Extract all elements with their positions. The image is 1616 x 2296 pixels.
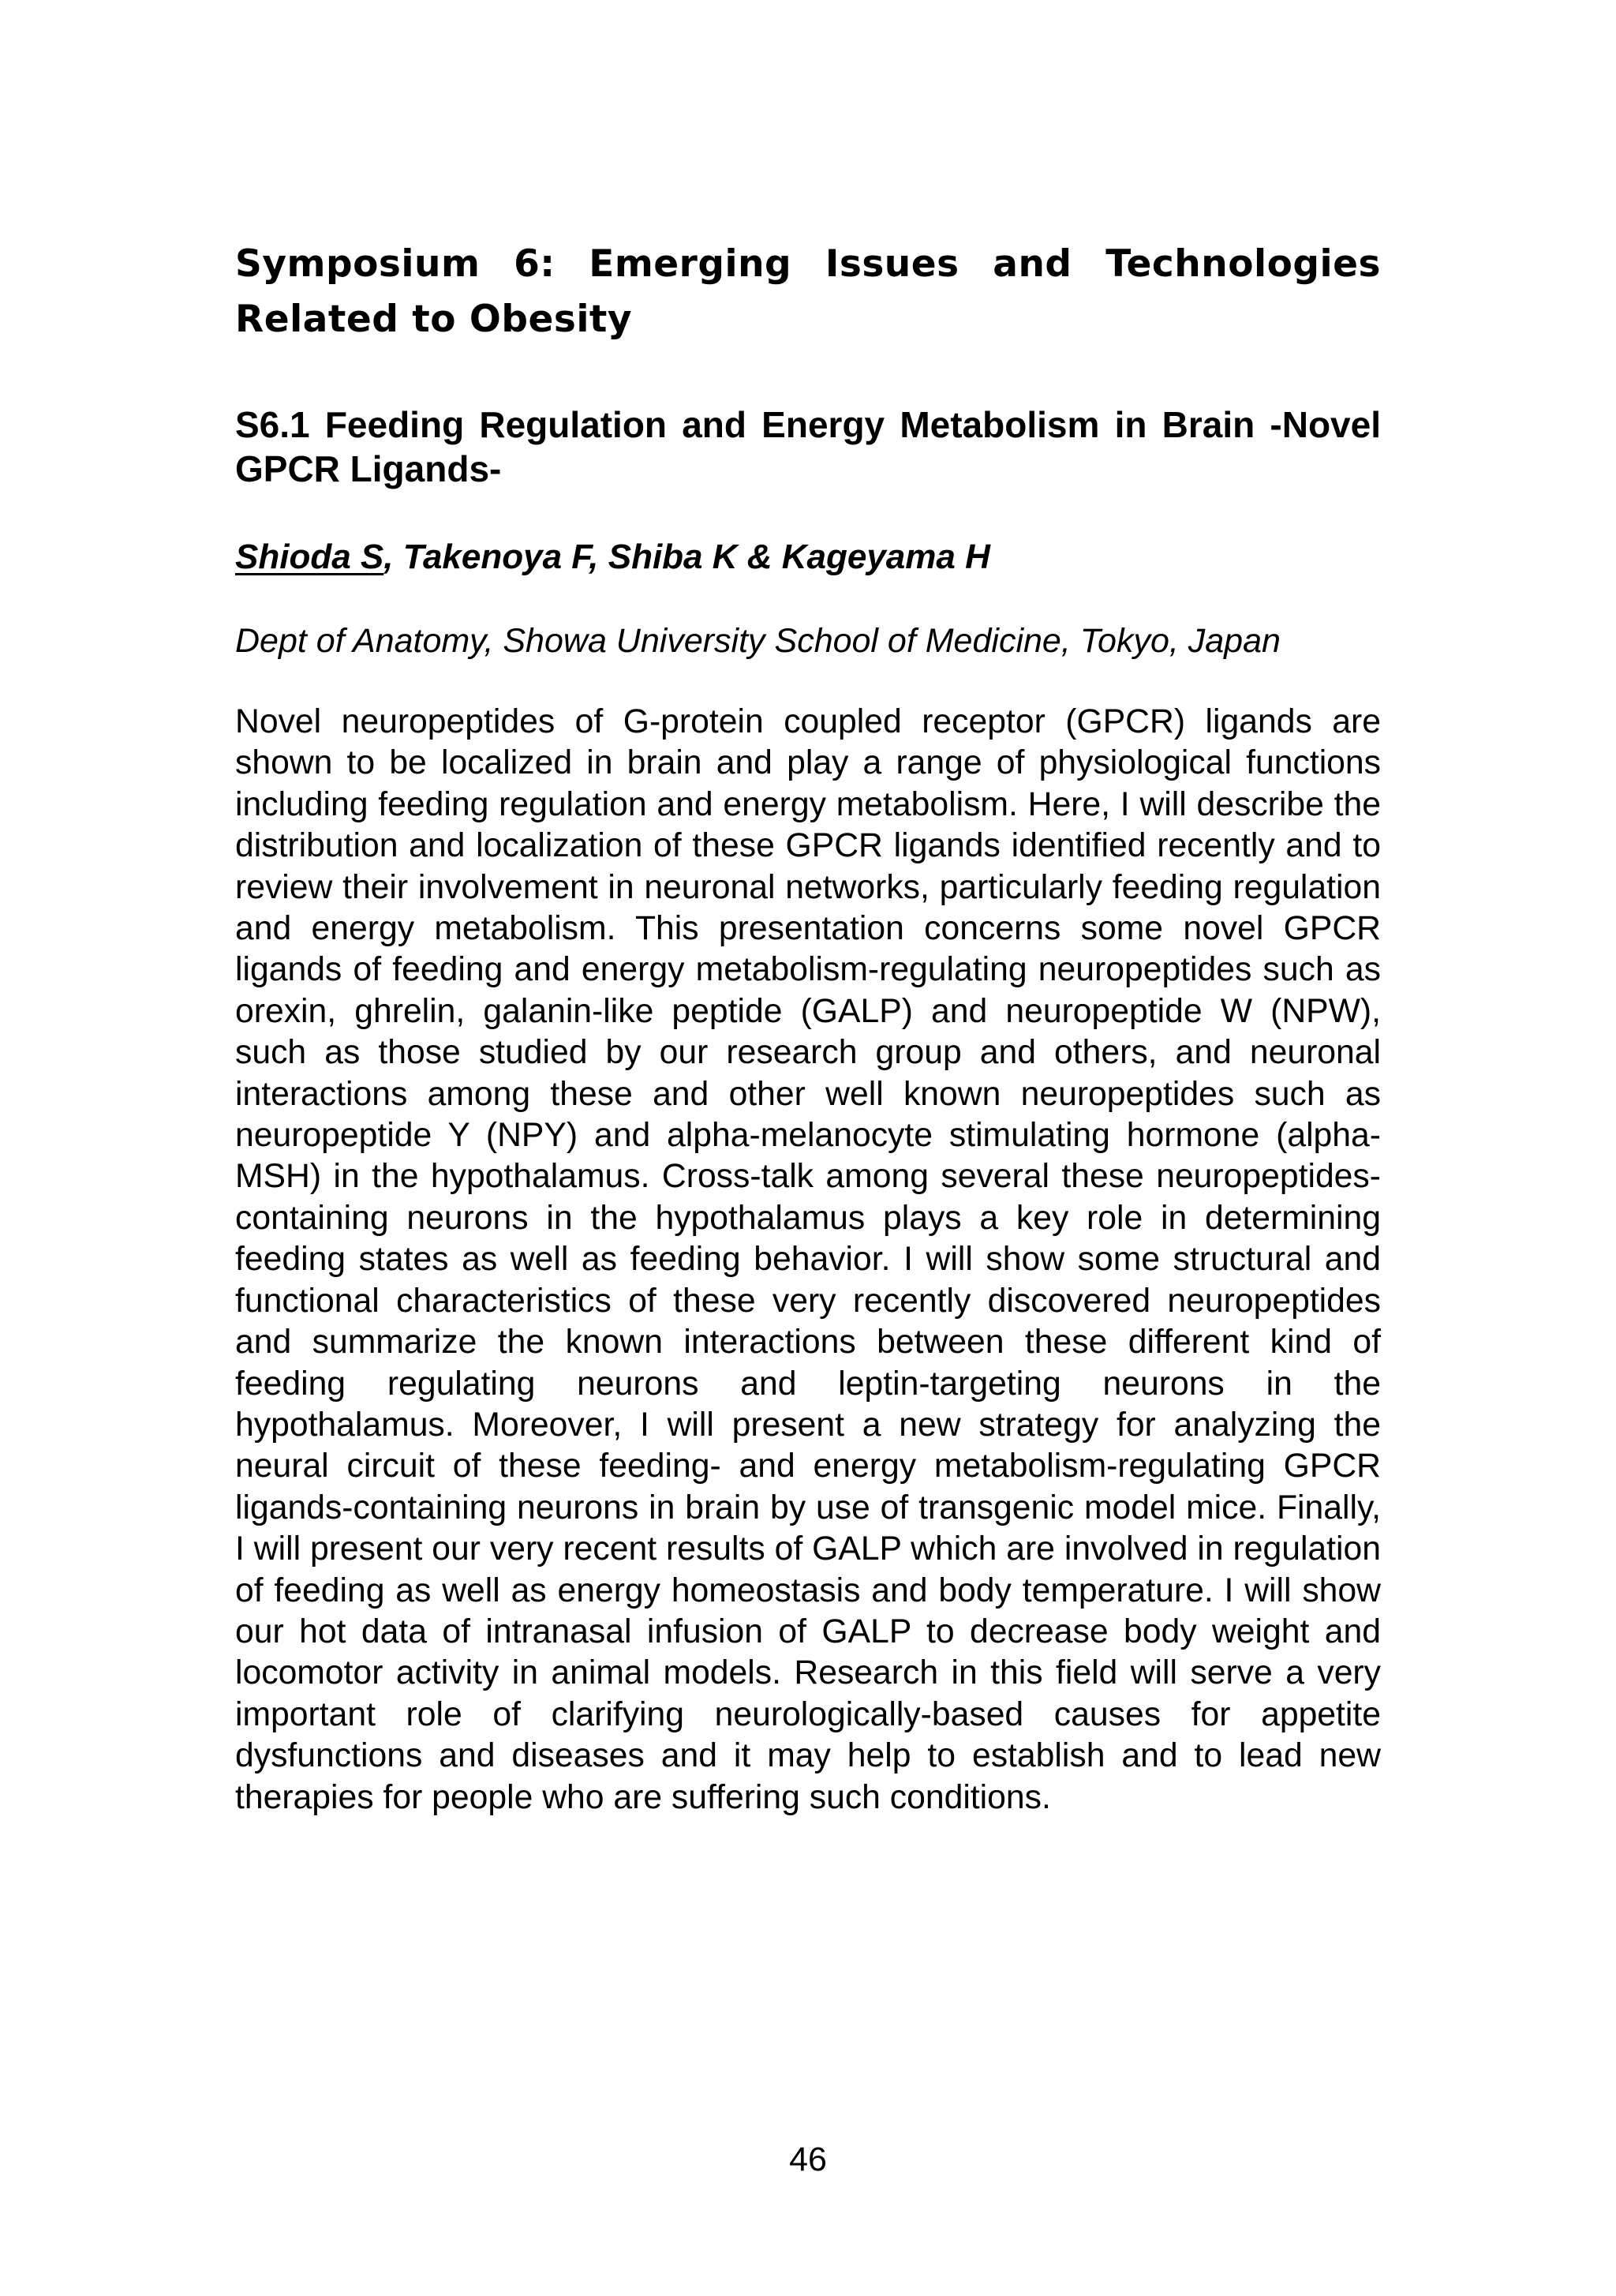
abstract-title: S6.1 Feeding Regulation and Energy Metabolism in Brain -Novel GPCR Ligands-: [235, 404, 1381, 489]
symposium-title: Symposium 6: Emerging Issues and Technologies Related to Obesity: [235, 242, 1381, 341]
author-list: [235, 535, 1381, 579]
author-affiliation: Dept of Anatomy, Showa University School of Medicine, Tokyo, Japan: [235, 622, 1281, 660]
page-number: 46: [789, 2141, 827, 2178]
co-authors: , Takenoya F, Shiba K & Kageyama H: [383, 537, 990, 576]
abstract-body: Novel neuropeptides of G-protein coupled receptor (GPCR) ligands are shown to be localized in brain and play a range of physiological functions including feeding regulation and energy metabolism. Here, I will describe the distribution and localization of these GPCR ligands identified recently and to review their involvement in neuronal networks, particularly feeding regulation and energy metabolism. This presentation concerns some novel GPCR ligands of feeding and energy metabolism-regulating neuropeptides such as orexin, ghrelin, galanin-like peptide (GALP) and neuropeptide W (NPW), such as those studied by our research group and others, and neuronal interactions among these and other well known neuropeptides such as neuropeptide Y (NPY) and alpha-melanocyte stimulating hormone (alpha-MSH) in the hypothalamus. Cross-talk among several these neuropeptides-containing neurons in the hypothalamus plays a key role in determining feeding states as well as feeding behavior. I will show some structural and functional characteristics of these very recently discovered neuropeptides and summarize the known interactions between these different kind of feeding regulating neurons and leptin-targeting neurons in the hypothalamus. Moreover, I will present a new strategy for analyzing the neural circuit of these feeding- and energy metabolism-regulating GPCR ligands-containing neurons in brain by use of transgenic model mice. Finally, I will present our very recent results of GALP which are involved in regulation of feeding as well as energy homeostasis and body temperature. I will show our hot data of intranasal infusion of GALP to decrease body weight and locomotor activity in animal models. Research in this field will serve a very important role of clarifying neurologically-based causes for appetite dysfunctions and diseases and it may help to establish and to lead new therapies for people who are suffering such conditions.: [235, 702, 1381, 1816]
presenting-author: Shioda S: [235, 537, 384, 576]
page-content: [235, 237, 1381, 1818]
